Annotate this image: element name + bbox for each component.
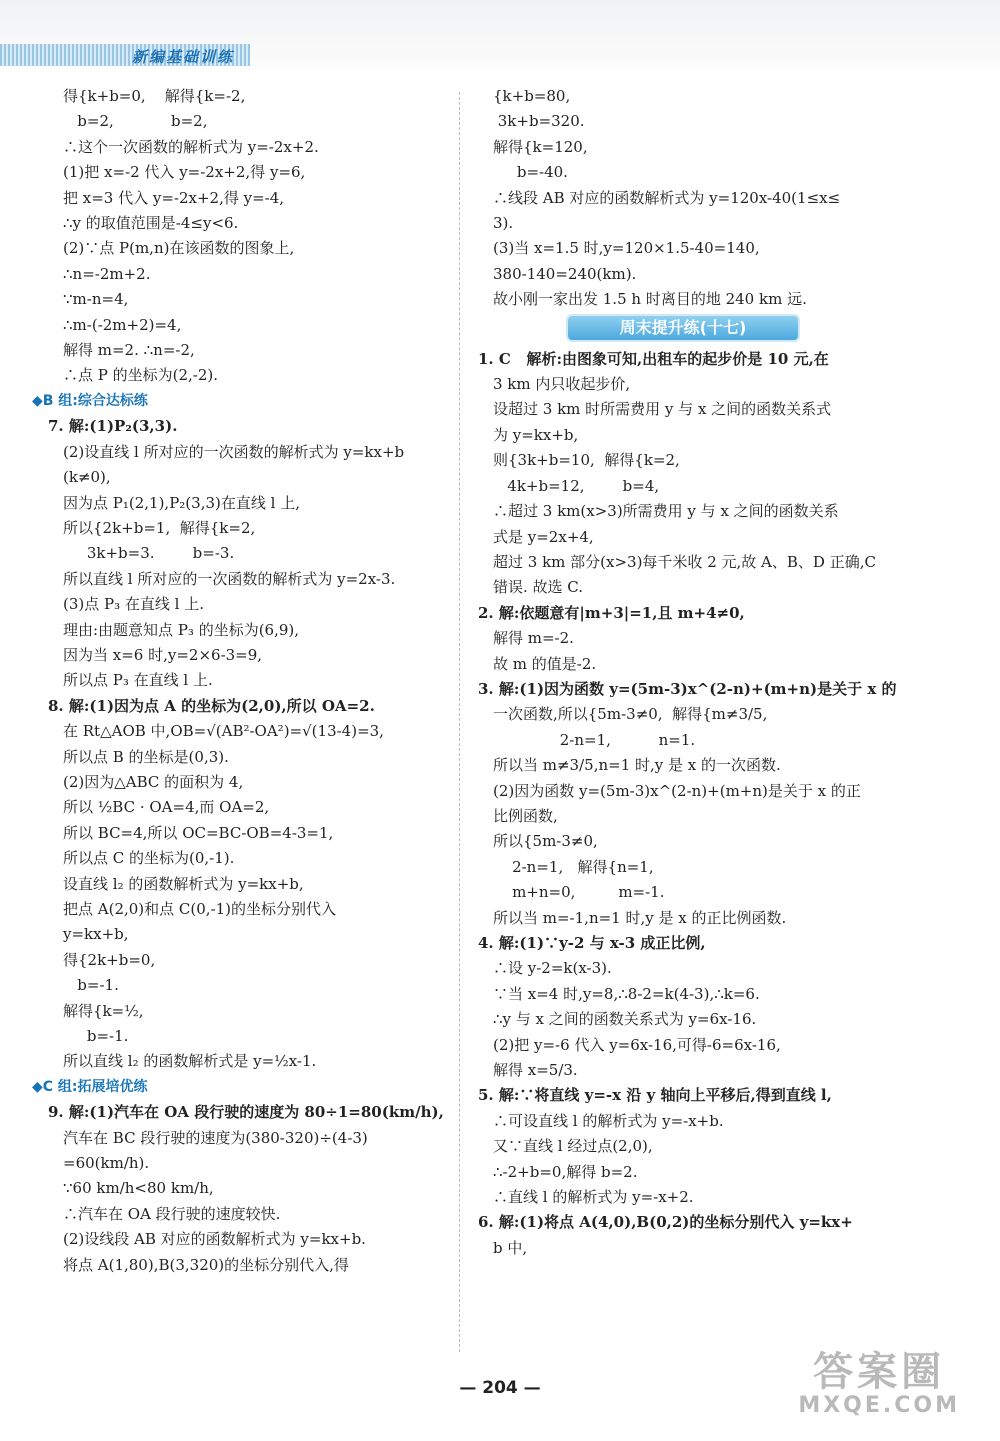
- page-number: — 204 —: [459, 1378, 541, 1398]
- text-line: 所以{5m-3≠0,: [493, 832, 598, 851]
- text-line: ∴点 P 的坐标为(2,-2).: [63, 366, 219, 385]
- text-line: m+n=0, m=-1.: [493, 883, 665, 902]
- header-title: 新编基础训练: [132, 48, 235, 66]
- question-line: 2. 解:依题意有|m+3|=1,且 m+4≠0,: [478, 603, 745, 622]
- text-line: 3 km 内只收起步价,: [493, 375, 631, 394]
- question-line: 4. 解:(1)∵y-2 与 x-3 成正比例,: [478, 934, 706, 952]
- text-line: 所以直线 l₂ 的函数解析式是 y=½x-1.: [63, 1052, 317, 1071]
- text-line: 超过 3 km 部分(x>3)每千米收 2 元,故 A、B、D 正确,C: [493, 552, 876, 571]
- column-divider: [459, 92, 460, 1352]
- text-line: 式是 y=2x+4,: [493, 527, 594, 546]
- text-line: (2)因为△ABC 的面积为 4,: [63, 772, 244, 791]
- question-line: 6. 解:(1)将点 A(4,0),B(0,2)的坐标分别代入 y=kx+: [478, 1213, 853, 1232]
- text-line: 比例函数,: [493, 806, 558, 825]
- text-line: 故 m 的值是-2.: [493, 654, 597, 673]
- text-line: 得{2k+b=0,: [63, 950, 156, 969]
- text-line: 380-140=240(km).: [493, 264, 637, 283]
- text-line: b=-1.: [63, 976, 119, 995]
- text-line: 所以{2k+b=1, 解得{k=2,: [63, 518, 256, 537]
- text-line: 解得{k=½,: [63, 1001, 144, 1020]
- text-line: 3k+b=3. b=-3.: [63, 544, 235, 563]
- section-heading: ◆C 组:拓展培优练: [32, 1078, 148, 1095]
- text-line: 所以当 m=-1,n=1 时,y 是 x 的正比例函数.: [493, 908, 787, 927]
- text-line: (k≠0),: [63, 468, 111, 487]
- question-line: 7. 解:(1)P₂(3,3).: [48, 417, 178, 436]
- text-line: ∴y 的取值范围是-4≤y<6.: [63, 214, 239, 233]
- text-line: (3)点 P₃ 在直线 l 上.: [63, 595, 204, 614]
- section-heading: ◆B 组:综合达标练: [32, 392, 148, 409]
- text-line: 所以点 P₃ 在直线 l 上.: [63, 671, 213, 690]
- right-column: [478, 84, 898, 1261]
- watermark-bottom: MXQE.COM: [798, 1393, 960, 1418]
- text-line: ∴n=-2m+2.: [63, 264, 151, 283]
- text-line: 所以点 B 的坐标是(0,3).: [63, 747, 229, 766]
- text-line: 所以当 m≠3/5,n=1 时,y 是 x 的一次函数.: [493, 756, 781, 775]
- text-line: (2)设线段 AB 对应的函数解析式为 y=kx+b.: [63, 1230, 366, 1249]
- text-line: ∴设 y-2=k(x-3).: [493, 959, 612, 978]
- text-line: ∵60 km/h<80 km/h,: [63, 1179, 214, 1198]
- text-line: 所以直线 l 所对应的一次函数的解析式为 y=2x-3.: [63, 569, 396, 588]
- text-line: 一次函数,所以{5m-3≠0, 解得{m≠3/5,: [493, 705, 768, 724]
- text-line: ∴可设直线 l 的解析式为 y=-x+b.: [493, 1111, 724, 1130]
- question-line: 9. 解:(1)汽车在 OA 段行驶的速度为 80÷1=80(km/h),: [48, 1103, 444, 1122]
- text-line: 则{3k+b=10, 解得{k=2,: [493, 451, 680, 470]
- text-line: 解得 m=2. ∴n=-2,: [63, 341, 195, 360]
- text-line: ∴超过 3 km(x>3)所需费用 y 与 x 之间的函数关系: [493, 502, 839, 521]
- text-line: b=-1.: [63, 1027, 129, 1046]
- text-line: ∵当 x=4 时,y=8,∴8-2=k(4-3),∴k=6.: [493, 984, 760, 1003]
- text-line: (2)因为函数 y=(5m-3)x^(2-n)+(m+n)是关于 x 的正: [493, 781, 861, 800]
- text-line: b=-40.: [493, 163, 568, 182]
- text-line: 错误. 故选 C.: [493, 578, 584, 597]
- text-line: 所以 ½BC · OA=4,而 OA=2,: [63, 798, 270, 817]
- text-line: ∴-2+b=0,解得 b=2.: [493, 1162, 638, 1181]
- watermark-top: 答案圈: [813, 1349, 946, 1395]
- text-line: 汽车在 BC 段行驶的速度为(380-320)÷(4-3): [63, 1128, 368, 1147]
- text-line: ∴线段 AB 对应的函数解析式为 y=120x-40(1≤x≤: [493, 188, 841, 207]
- text-line: 解得 m=-2.: [493, 629, 574, 648]
- text-line: 理由:由题意知点 P₃ 的坐标为(6,9),: [63, 620, 300, 639]
- text-line: 设直线 l₂ 的函数解析式为 y=kx+b,: [63, 874, 304, 893]
- page-number-value: 204: [482, 1378, 518, 1398]
- text-line: 解得{k=120,: [493, 137, 588, 156]
- text-line: b 中,: [493, 1238, 528, 1257]
- text-line: =60(km/h).: [63, 1154, 150, 1173]
- text-line: 为 y=kx+b,: [493, 425, 579, 444]
- text-line: ∴直线 l 的解析式为 y=-x+2.: [493, 1188, 694, 1207]
- text-line: 因为当 x=6 时,y=2×6-3=9,: [63, 645, 263, 664]
- text-line: 得{k+b=0, 解得{k=-2,: [63, 87, 246, 105]
- text-line: 2-n=1, 解得{n=1,: [493, 857, 654, 876]
- question-line: 3. 解:(1)因为函数 y=(5m-3)x^(2-n)+(m+n)是关于 x 的: [478, 679, 897, 698]
- text-line: ∴y 与 x 之间的函数关系式为 y=6x-16.: [493, 1010, 757, 1029]
- watermark-logo: [798, 1340, 960, 1418]
- question-line: 5. 解:∵将直线 y=-x 沿 y 轴向上平移后,得到直线 l,: [478, 1086, 832, 1105]
- text-line: 把 x=3 代入 y=-2x+2,得 y=-4,: [63, 188, 285, 207]
- section-banner-title: 周末提升练(十七): [568, 316, 798, 340]
- page-header: [0, 0, 1000, 78]
- text-line: y=kx+b,: [63, 925, 129, 944]
- text-line: (2)∵点 P(m,n)在该函数的图象上,: [63, 239, 295, 258]
- left-column: [32, 84, 448, 1278]
- text-line: 故小刚一家出发 1.5 h 时离目的地 240 km 远.: [493, 290, 807, 309]
- question-line: 8. 解:(1)因为点 A 的坐标为(2,0),所以 OA=2.: [48, 696, 375, 715]
- text-line: 3).: [493, 214, 514, 233]
- text-line: ∴m-(-2m+2)=4,: [63, 315, 182, 334]
- text-line: 所以点 C 的坐标为(0,-1).: [63, 849, 235, 868]
- text-line: ∴汽车在 OA 段行驶的速度较快.: [63, 1204, 281, 1223]
- text-line: 4k+b=12, b=4,: [493, 476, 660, 495]
- text-line: ∴这个一次函数的解析式为 y=-2x+2.: [63, 137, 319, 156]
- text-line: 因为点 P₁(2,1),P₂(3,3)在直线 l 上,: [63, 493, 300, 512]
- text-line: 3k+b=320.: [493, 112, 585, 131]
- text-line: 把点 A(2,0)和点 C(0,-1)的坐标分别代入: [63, 900, 337, 918]
- text-line: (1)把 x=-2 代入 y=-2x+2,得 y=6,: [63, 163, 306, 182]
- text-line: (2)设直线 l 所对应的一次函数的解析式为 y=kx+b: [63, 442, 405, 461]
- question-line: 1. C 解析:由图象可知,出租车的起步价是 10 元,在: [478, 349, 829, 368]
- text-line: 解得 x=5/3.: [493, 1061, 578, 1080]
- text-line: 2-n=1, n=1.: [493, 730, 696, 749]
- text-line: 将点 A(1,80),B(3,320)的坐标分别代入,得: [63, 1255, 349, 1274]
- text-line: ∵m-n=4,: [63, 290, 129, 309]
- text-line: 设超过 3 km 时所需费用 y 与 x 之间的函数关系式: [493, 400, 832, 419]
- text-line: (2)把 y=-6 代入 y=6x-16,可得-6=6x-16,: [493, 1035, 781, 1054]
- text-line: (3)当 x=1.5 时,y=120×1.5-40=140,: [493, 239, 760, 258]
- section-banner: [478, 313, 898, 347]
- text-line: {k+b=80,: [493, 87, 571, 105]
- text-line: 又∵直线 l 经过点(2,0),: [493, 1137, 653, 1156]
- text-line: b=2, b=2,: [63, 112, 208, 131]
- text-line: 所以 BC=4,所以 OC=BC-OB=4-3=1,: [63, 823, 334, 842]
- text-line: 在 Rt△AOB 中,OB=√(AB²-OA²)=√(13-4)=3,: [63, 722, 384, 741]
